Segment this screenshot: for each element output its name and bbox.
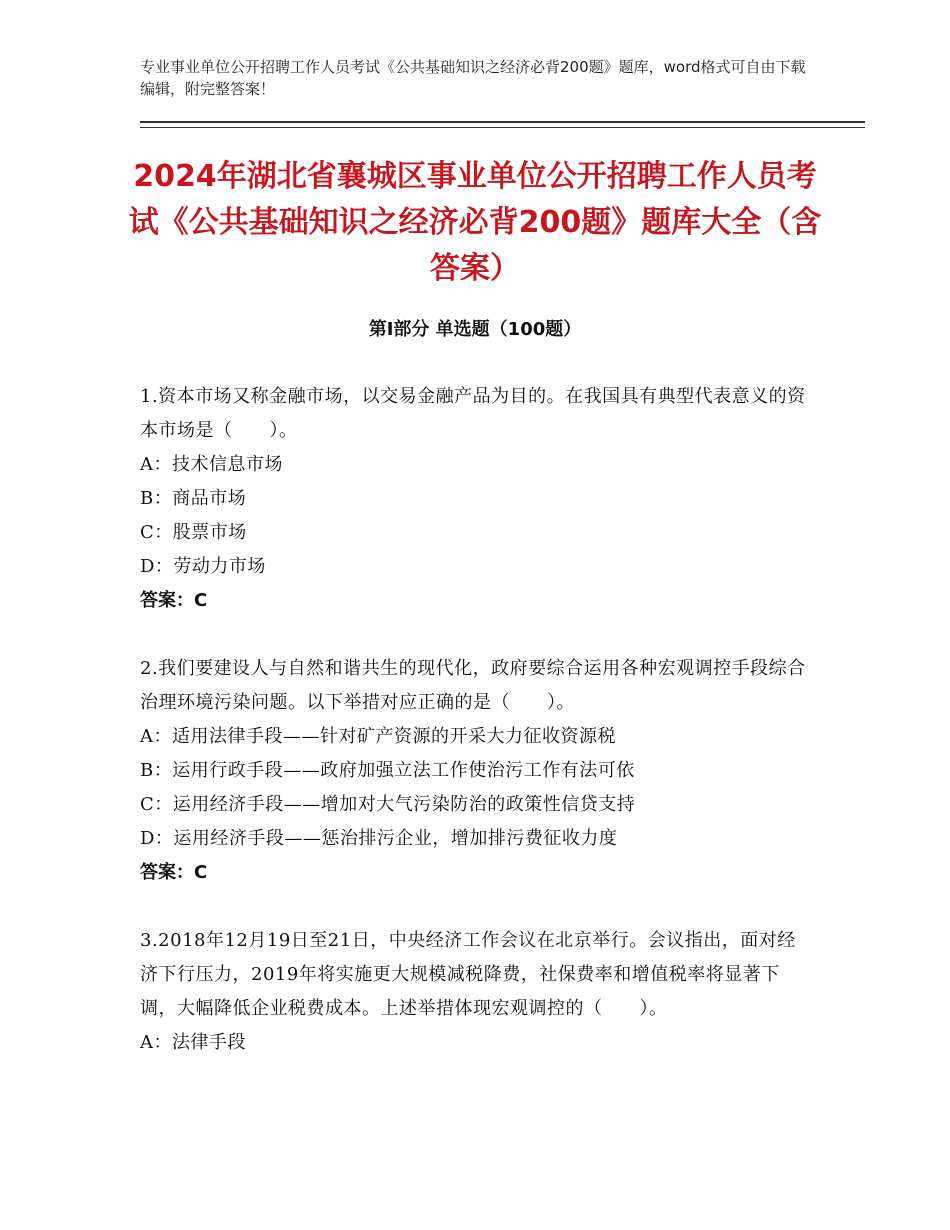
option-d: D：劳动力市场	[140, 556, 266, 577]
option-c: C：运用经济手段——增加对大气污染防治的政策性信贷支持	[140, 794, 636, 815]
option-b: B：商品市场	[140, 488, 247, 509]
option-a: A：技术信息市场	[140, 454, 283, 475]
option-d: D：运用经济手段——惩治排污企业，增加排污费征收力度	[140, 828, 618, 849]
question-1	[140, 380, 810, 618]
question-3	[140, 924, 810, 1060]
document-header-note: 专业事业单位公开招聘工作人员考试《公共基础知识之经济必背200题》题库，word格式可自由下载编辑，附完整答案！	[140, 58, 806, 98]
section-heading: 第Ⅰ部分 单选题（100题）	[368, 319, 582, 340]
question-stem: 2.我们要建设人与自然和谐共生的现代化，政府要综合运用各种宏观调控手段综合治理环境污染问题。以下举措对应正确的是（ ）。	[140, 658, 806, 713]
option-c: C：股票市场	[140, 522, 247, 543]
question-stem: 1.资本市场又称金融市场，以交易金融产品为目的。在我国具有典型代表意义的资本市场是（ ）。	[140, 386, 806, 441]
answer: 答案：C	[140, 862, 208, 883]
option-b: B：运用行政手段——政府加强立法工作使治污工作有法可依	[140, 760, 635, 781]
answer: 答案：C	[140, 590, 208, 611]
document-title: 2024年湖北省襄城区事业单位公开招聘工作人员考试《公共基础知识之经济必背200题》题库大全（含答案）	[128, 159, 822, 286]
header-divider-thin	[140, 127, 865, 128]
header-divider-thick	[140, 121, 865, 123]
question-stem: 3.2018年12月19日至21日，中央经济工作会议在北京举行。会议指出，面对经济下行压力，2019年将实施更大规模减税降费，社保费率和增值税率将显著下调，大幅降低企业税费成本。上述举措体现宏观调控的（ ）。	[140, 930, 796, 1019]
question-2	[140, 652, 810, 890]
option-a: A：适用法律手段——针对矿产资源的开采大力征收资源税	[140, 726, 616, 747]
option-a: A：法律手段	[140, 1032, 246, 1053]
